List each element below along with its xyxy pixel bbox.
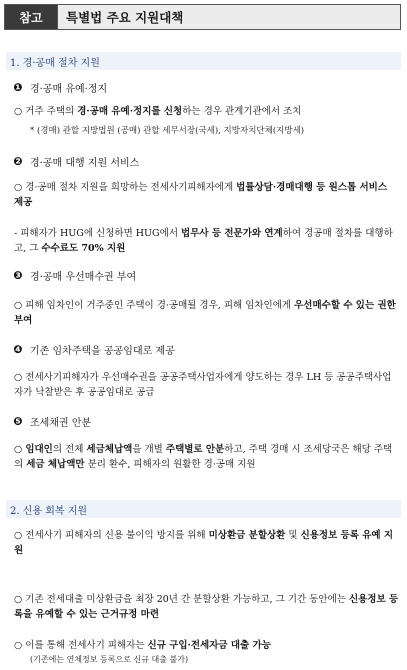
section-heading-1: 1. 경·공매 절차 지원 <box>6 52 401 70</box>
item-2-paragraph: ○ 경·공매 절차 지원을 희망하는 전세사기피해자에게 법률상담·경매대행 등 원스톱 서비스 제공 <box>14 182 388 208</box>
header-tag: 참고 <box>5 5 57 29</box>
item-5-paragraph: ○ 임대인의 전체 세금체납액을 개별 주택별로 안분하고, 주택 경매 시 조세당국은 해당 주택의 세금 체납액만 분리 환수, 피해자의 원활한 경·공매 지원 <box>14 444 393 470</box>
item-1-number: ❶ <box>13 81 23 94</box>
item-4-title: 기존 임차주택을 공공임대로 제공 <box>30 346 175 357</box>
item-5-heading <box>12 414 91 429</box>
item-1-title: 경·공매 유예·정지 <box>30 84 108 95</box>
credit-paragraph-1: ○ 전세사기 피해자의 신용 불이익 방지를 위해 미상환금 분할상환 및 신용정보 등록 유예 지원 <box>14 530 394 556</box>
item-1-note: * (경매) 관할 지방법원 (공매) 관할 세무서장(국세), 지방자치단체(지방세) <box>30 126 305 136</box>
item-3-heading <box>12 268 136 283</box>
credit-paragraph-3: ○ 이를 통해 전세사기 피해자는 신규 구입·전세자금 대출 가능 <box>14 640 271 651</box>
item-2-number: ❷ <box>13 155 23 168</box>
item-2-title: 경·공매 대행 지원 서비스 <box>30 158 140 169</box>
page-gap <box>0 578 407 586</box>
item-5-title: 조세채권 안분 <box>30 418 92 429</box>
item-3-paragraph: ○ 피해 임차인이 거주중인 주택이 경·공매될 경우, 피해 임차인에게 우선매수할 수 있는 권한 부여 <box>14 300 396 326</box>
header-box <box>4 4 401 30</box>
item-3-number: ❸ <box>13 269 23 282</box>
item-3-title: 경·공매 우선매수권 부여 <box>30 272 137 283</box>
item-4-paragraph: ○ 전세사기피해자가 우선매수권을 공공주택사업자에게 양도하는 경우 LH 등 공공주택사업자가 낙찰받은 후 공공임대로 공급 <box>14 372 392 398</box>
item-1-paragraph: ○ 거주 주택의 경·공매 유예·정지를 신청하는 경우 관계기관에서 조치 <box>14 106 302 117</box>
item-1-heading <box>12 80 107 95</box>
item-5-number: ❺ <box>13 415 23 428</box>
credit-paragraph-2: ○ 기존 전세대출 미상환금을 최장 20년 간 분할상환 가능하고, 그 기간 동안에는 신용정보 등록을 유예할 수 있는 근거규정 마련 <box>14 594 399 620</box>
section-heading-2: 2. 신용 회복 지원 <box>6 500 401 518</box>
credit-note: (기존에는 연체정보 등록으로 신규 대출 불가) <box>30 655 189 664</box>
item-2-heading <box>12 154 139 169</box>
item-2-detail: - 피해자가 HUG에 신청하면 HUG에서 법무사 등 전문가와 연계하여 경공매 절차를 대행하고, 그 수수료도 70% 지원 <box>14 228 393 254</box>
item-4-heading <box>12 342 175 357</box>
item-4-number: ❹ <box>13 343 23 356</box>
page-title: 특별법 주요 지원대책 <box>57 5 400 29</box>
